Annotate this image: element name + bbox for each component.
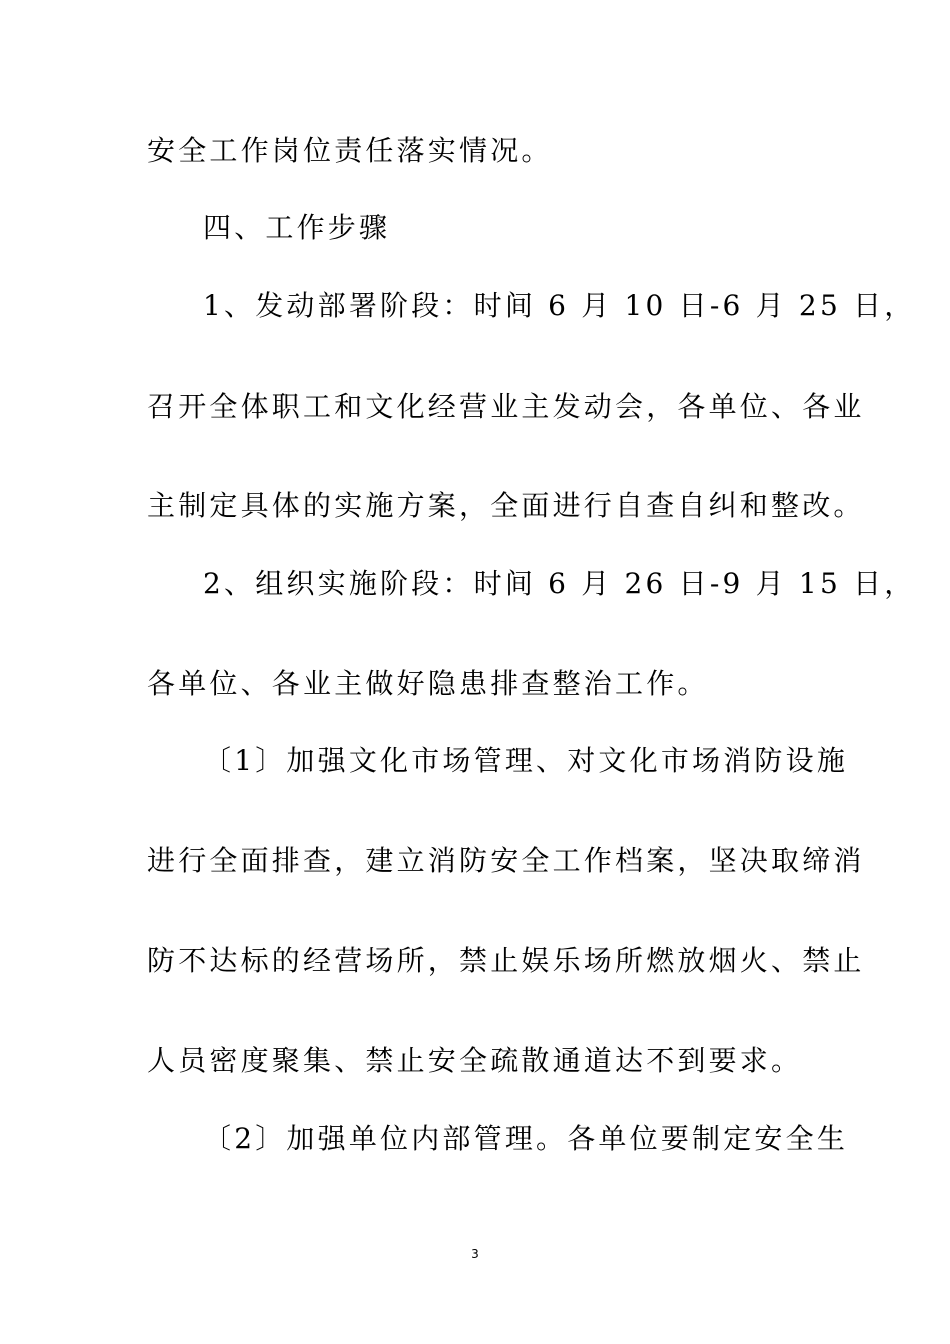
paragraph-line: 2、组织实施阶段：时间 6 月 26 日-9 月 15 日，	[203, 567, 916, 600]
paragraph-line: 各单位、各业主做好隐患排查整治工作。	[147, 667, 709, 700]
paragraph-line: 召开全体职工和文化经营业主发动会，各单位、各业	[147, 390, 865, 423]
page-number: 3	[471, 1247, 479, 1261]
paragraph-line: 防不达标的经营场所，禁止娱乐场所燃放烟火、禁止	[147, 944, 865, 977]
paragraph-line: 〔1〕加强文化市场管理、对文化市场消防设施	[203, 744, 849, 777]
section-heading: 四、工作步骤	[203, 211, 391, 244]
paragraph-line: 安全工作岗位责任落实情况。	[147, 134, 553, 167]
paragraph-line: 〔2〕加强单位内部管理。各单位要制定安全生	[203, 1122, 849, 1155]
paragraph-line: 主制定具体的实施方案，全面进行自查自纠和整改。	[147, 489, 865, 522]
paragraph-line: 进行全面排查，建立消防安全工作档案，坚决取缔消	[147, 844, 865, 877]
paragraph-line: 1、发动部署阶段：时间 6 月 10 日-6 月 25 日，	[203, 289, 916, 322]
paragraph-line: 人员密度聚集、禁止安全疏散通道达不到要求。	[147, 1044, 803, 1077]
